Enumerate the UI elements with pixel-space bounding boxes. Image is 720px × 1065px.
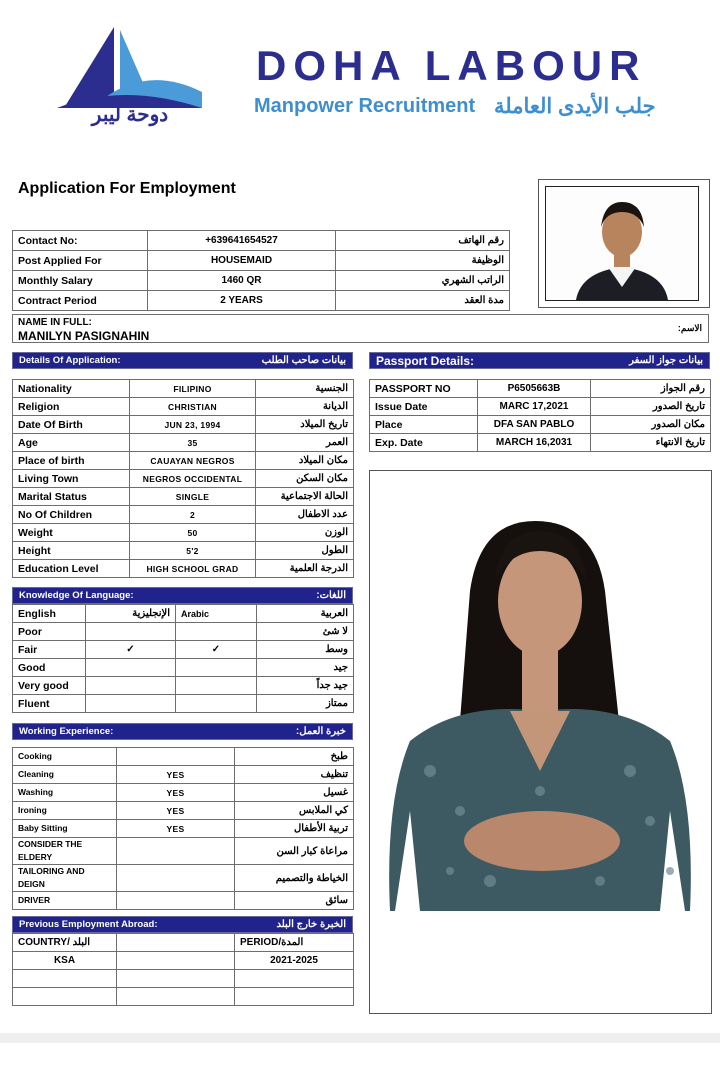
previous-country [13,988,117,1006]
table-row [13,542,354,560]
period-column-header: PERIOD/المدة [235,934,354,952]
post-label: Post Applied For [13,251,148,271]
details-label-ar: مكان الميلاد [256,452,354,470]
language-level-label: Good [13,659,86,677]
experience-label: TAILORING AND DEIGN [13,865,117,892]
details-label: Religion [13,398,130,416]
passport-value: DFA SAN PABLO [478,416,591,434]
experience-label: Washing [13,784,117,802]
language-level-label: Fair [13,641,86,659]
previous-period: 2021-2025 [235,952,354,970]
experience-heading: Working Experience: [19,726,114,737]
arabic-level-mark [176,623,257,641]
table-row [13,623,354,641]
page-title: Application For Employment [18,180,236,197]
experience-table [12,747,354,910]
details-label: Height [13,542,130,560]
country-column-header: COUNTRY/ البلد [13,934,117,952]
language-level-label-ar: لا شئ [257,623,354,641]
details-value: SINGLE [130,488,256,506]
experience-label: Ironing [13,802,117,820]
details-value: 50 [130,524,256,542]
full-name-box [12,314,709,343]
details-label: Living Town [13,470,130,488]
table-row [13,271,510,291]
contract-value: 2 YEARS [148,291,336,311]
table-row [13,291,510,311]
applicant-full-photo [369,470,712,1014]
details-value: CHRISTIAN [130,398,256,416]
company-tagline-ar: جلب الأيدى العاملة [494,95,656,118]
arabic-level-mark [176,695,257,713]
experience-label: Cleaning [13,766,117,784]
table-row [13,506,354,524]
table-row [13,416,354,434]
details-table [12,379,354,578]
details-label-ar: الدرجة العلمية [256,560,354,578]
name-label-ar: الاسم: [677,323,702,333]
details-label: No Of Children [13,506,130,524]
english-level-mark: ✓ [86,641,176,659]
table-row [13,677,354,695]
arabic-level-mark [176,677,257,695]
language-level-label-ar: وسط [257,641,354,659]
experience-label-ar: غسيل [235,784,354,802]
table-row [13,695,354,713]
table-row [13,748,354,766]
details-label: Date Of Birth [13,416,130,434]
details-label-ar: تاريخ الميلاد [256,416,354,434]
previous-period [235,970,354,988]
passport-value: MARCH 16,2031 [478,434,591,452]
details-label: Weight [13,524,130,542]
previous-empty-cell [117,952,235,970]
salary-label-ar: الراتب الشهري [336,271,510,291]
company-tagline-en: Manpower Recruitment [254,95,476,117]
arabic-level-mark: ✓ [176,641,257,659]
post-label-ar: الوظيفة [336,251,510,271]
table-row [13,251,510,271]
language-heading-bar [12,587,353,604]
language-level-label: Very good [13,677,86,695]
details-label: Place of birth [13,452,130,470]
table-row [13,970,354,988]
passport-label: Exp. Date [370,434,478,452]
arabic-label: Arabic [176,605,257,623]
contact-value: +639641654527 [148,231,336,251]
table-row [13,470,354,488]
experience-value [117,838,235,865]
contract-label: Contract Period [13,291,148,311]
table-row [370,398,711,416]
details-label-ar: الجنسية [256,380,354,398]
details-label: Nationality [13,380,130,398]
table-row [13,865,354,892]
table-row [13,524,354,542]
english-level-mark [86,695,176,713]
previous-country: KSA [13,952,117,970]
table-row [13,659,354,677]
passport-value: MARC 17,2021 [478,398,591,416]
passport-value: P6505663B [478,380,591,398]
details-heading-ar: بيانات صاحب الطلب [261,355,346,366]
experience-label-ar: تنظيف [235,766,354,784]
contact-label: Contact No: [13,231,148,251]
passport-heading: Passport Details: [376,353,475,368]
details-label: Education Level [13,560,130,578]
table-row [13,802,354,820]
experience-label-ar: مراعاة كبار السن [235,838,354,865]
experience-value: YES [117,766,235,784]
table-row [13,488,354,506]
language-table [12,604,354,713]
experience-label-ar: تربية الأطفال [235,820,354,838]
details-value: CAUAYAN NEGROS [130,452,256,470]
passport-label: Issue Date [370,398,478,416]
table-row [13,452,354,470]
arabic-level-mark [176,659,257,677]
table-row [13,766,354,784]
experience-label-ar: كي الملابس [235,802,354,820]
details-label-ar: الديانة [256,398,354,416]
salary-value: 1460 QR [148,271,336,291]
passport-label-ar: تاريخ الصدور [591,398,711,416]
table-row [13,380,354,398]
table-row [13,605,354,623]
previous-period [235,988,354,1006]
experience-value: YES [117,802,235,820]
details-value: FILIPINO [130,380,256,398]
english-level-mark [86,659,176,677]
passport-label-ar: رقم الجواز [591,380,711,398]
contact-label-ar: رقم الهاتف [336,231,510,251]
experience-label: Baby Sitting [13,820,117,838]
experience-label-ar: طبخ [235,748,354,766]
details-label-ar: مكان السكن [256,470,354,488]
table-row [13,784,354,802]
previous-heading-bar [12,916,353,933]
salary-label: Monthly Salary [13,271,148,291]
table-row [370,434,711,452]
table-row [13,231,510,251]
english-label-ar: الإنجليزية [86,605,176,623]
table-row [13,988,354,1006]
experience-value: YES [117,784,235,802]
details-value: JUN 23, 1994 [130,416,256,434]
previous-heading-ar: الخبرة خارج البلد [276,919,346,930]
table-row [370,380,711,398]
table-row [13,398,354,416]
passport-heading-bar [369,352,710,369]
english-level-mark [86,677,176,695]
table-row [13,952,354,970]
experience-heading-ar: خبرة العمل: [295,726,346,737]
table-row [13,892,354,910]
experience-label-ar: الخياطة والتصميم [235,865,354,892]
company-name: DOHA LABOUR [256,42,647,89]
details-label: Age [13,434,130,452]
page-bottom-strip [0,1033,720,1043]
experience-value [117,892,235,910]
passport-label-ar: مكان الصدور [591,416,711,434]
language-heading: Knowledge Of Language: [19,590,134,601]
details-value: 5'2 [130,542,256,560]
language-level-label-ar: جيد جداً [257,677,354,695]
details-label-ar: العمر [256,434,354,452]
english-level-mark [86,623,176,641]
passport-heading-ar: بيانات جواز السفر [629,355,703,366]
passport-label: PASSPORT NO [370,380,478,398]
table-row [370,416,711,434]
contact-table [12,230,510,311]
details-value: 2 [130,506,256,524]
table-row [13,820,354,838]
table-row [13,838,354,865]
post-value: HOUSEMAID [148,251,336,271]
language-level-label: Poor [13,623,86,641]
passport-table [369,379,711,452]
logo-arabic-text: دوحة ليبر [91,104,169,126]
experience-label: DRIVER [13,892,117,910]
details-label-ar: الطول [256,542,354,560]
language-level-label: Fluent [13,695,86,713]
name-value: MANILYN PASIGNAHIN [18,329,150,343]
table-row [13,934,354,952]
previous-country [13,970,117,988]
experience-label-ar: سائق [235,892,354,910]
details-label-ar: الوزن [256,524,354,542]
table-row [13,434,354,452]
details-heading: Details Of Application: [19,355,121,366]
details-heading-bar [12,352,353,369]
previous-heading: Previous Employment Abroad: [19,919,158,930]
experience-label: Cooking [13,748,117,766]
experience-label: CONSIDER THE ELDERY [13,838,117,865]
language-level-label-ar: جيد [257,659,354,677]
applicant-portrait-photo [538,179,710,308]
english-label: English [13,605,86,623]
language-level-label-ar: ممتاز [257,695,354,713]
previous-table [12,933,354,1006]
previous-empty-cell [117,988,235,1006]
passport-label-ar: تاريخ الانتهاء [591,434,711,452]
arabic-label-ar: العربية [257,605,354,623]
experience-value: YES [117,820,235,838]
table-row [13,641,354,659]
experience-value [117,865,235,892]
experience-heading-bar [12,723,353,740]
name-label: NAME IN FULL: [18,317,92,328]
passport-label: Place [370,416,478,434]
details-value: 35 [130,434,256,452]
details-label: Marital Status [13,488,130,506]
language-heading-ar: اللغات: [316,590,346,601]
details-label-ar: عدد الاطفال [256,506,354,524]
details-value: NEGROS OCCIDENTAL [130,470,256,488]
contract-label-ar: مدة العقد [336,291,510,311]
details-value: HIGH SCHOOL GRAD [130,560,256,578]
table-row [13,560,354,578]
details-label-ar: الحالة الاجتماعية [256,488,354,506]
experience-value [117,748,235,766]
company-logo [52,22,207,132]
previous-empty-cell [117,970,235,988]
